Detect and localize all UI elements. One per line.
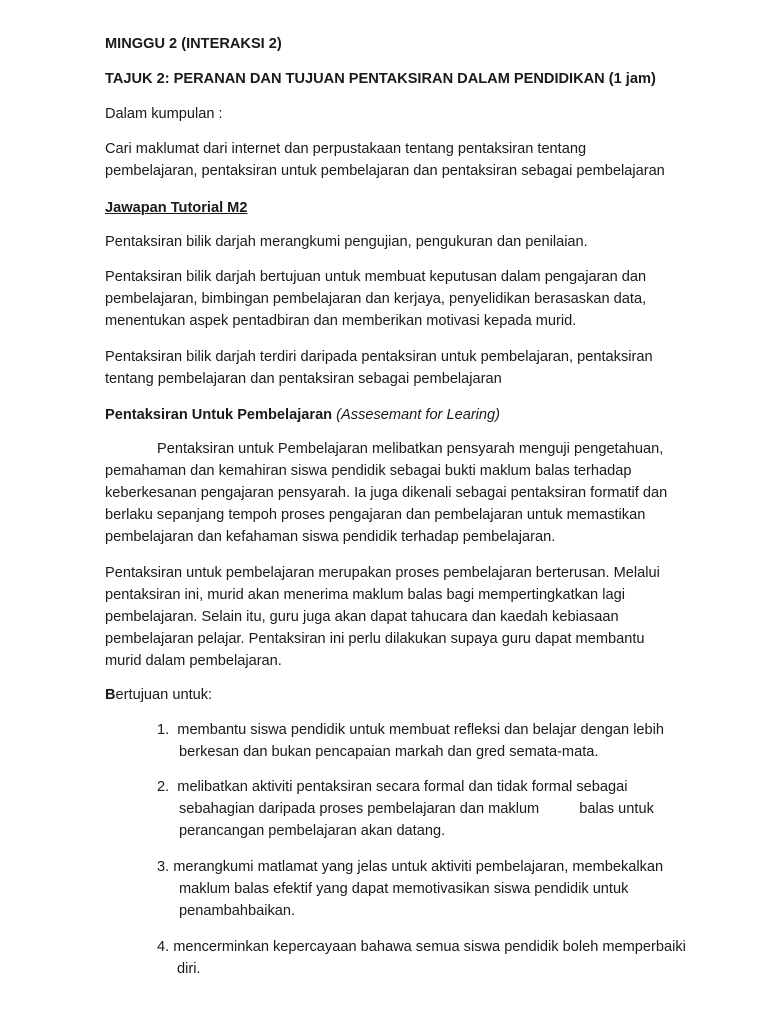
list-item-2-line: perancangan pembelajaran akan datang.	[179, 823, 446, 839]
list-item-1-text: membantu siswa pendidik untuk membuat refleksi dan belajar dengan lebih	[177, 722, 665, 738]
section-p2-line: Pentaksiran untuk pembelajaran merupakan proses pembelajaran berterusan. Melalui	[105, 565, 660, 581]
group-instruction: Dalam kumpulan :	[105, 106, 223, 122]
list-item-3-line	[157, 856, 717, 878]
purpose-rest: ertujuan untuk:	[115, 687, 213, 703]
section-paragraph-1	[105, 438, 715, 548]
section-p1-line: keberkesanan pengajaran pensyarah. Ia juga dikenali sebagai pentaksiran formatif dan	[105, 485, 668, 501]
list-number: 1.	[157, 722, 170, 738]
list-number: 3.	[157, 859, 170, 875]
list-number: 4.	[157, 939, 170, 955]
list-item-2-line	[157, 798, 717, 820]
list-item-2-text: melibatkan aktiviti pentaksiran secara formal dan tidak formal sebagai	[177, 779, 628, 795]
answer-p2-line: menentukan aspek pentadbiran dan memberikan motivasi kepada murid.	[105, 313, 577, 329]
section-p1-line: pemahaman dan kemahiran siswa pendidik sebagai bukti maklum balas terhadap	[105, 463, 632, 479]
list-item-2-text: sebahagian daripada proses pembelajaran dan maklum	[179, 801, 540, 817]
task-line-1: Cari maklumat dari internet dan perpustakaan tentang pentaksiran tentang	[105, 141, 587, 157]
section-p2-line: murid dalam pembelajaran.	[105, 653, 282, 669]
section-p2-line: pembelajaran. Selain itu, guru juga akan dapat tahucara dan kaedah kebiasaan	[105, 609, 619, 625]
task-line-2: pembelajaran, pentaksiran untuk pembelajaran dan pentaksiran sebagai pembelajaran	[105, 163, 665, 179]
list-item-1-line	[157, 719, 717, 741]
list-item-2-tail: balas untuk	[579, 801, 654, 817]
list-item-4-line	[157, 936, 717, 958]
answer-p3-line: Pentaksiran bilik darjah terdiri daripada pentaksiran untuk pembelajaran, pentaksiran	[105, 349, 653, 365]
section-title: Pentaksiran Untuk Pembelajaran	[105, 407, 333, 423]
answer-paragraph-1: Pentaksiran bilik darjah merangkumi pengujian, pengukuran dan penilaian.	[105, 234, 588, 250]
list-item-3	[157, 856, 717, 922]
list-item-4-text: mencerminkan kepercayaan bahawa semua siswa pendidik boleh memperbaiki	[173, 939, 686, 955]
list-item-2-line	[157, 776, 717, 798]
list-item-1-line: berkesan dan bukan pencapaian markah dan gred semata-mata.	[179, 744, 599, 760]
purpose-first-letter: B	[105, 687, 116, 703]
section-heading	[105, 404, 715, 426]
answer-p2-line: pembelajaran, bimbingan pembelajaran dan kerjaya, penyelidikan berasaskan data,	[105, 291, 647, 307]
task-paragraph	[105, 138, 715, 182]
answer-paragraph-2	[105, 266, 715, 332]
answer-p2-line: Pentaksiran bilik darjah bertujuan untuk membuat keputusan dalam pengajaran dan	[105, 269, 647, 285]
week-heading: MINGGU 2 (INTERAKSI 2)	[105, 36, 282, 52]
list-item-3-text: merangkumi matlamat yang jelas untuk aktiviti pembelajaran, membekalkan	[173, 859, 664, 875]
topic-heading: TAJUK 2: PERANAN DAN TUJUAN PENTAKSIRAN DALAM PENDIDIKAN (1 jam)	[105, 71, 656, 87]
section-subtitle: (Assesemant for Learing)	[336, 407, 501, 423]
section-p1-line: berlaku sepanjang tempoh proses pengajaran dan pembelajaran untuk memastikan	[105, 507, 646, 523]
answer-title: Jawapan Tutorial M2	[105, 200, 248, 216]
list-item-3-line: penambahbaikan.	[179, 903, 296, 919]
list-item-1	[157, 719, 717, 763]
list-item-4	[157, 936, 717, 980]
answer-p3-line: tentang pembelajaran dan pentaksiran sebagai pembelajaran	[105, 371, 502, 387]
section-p1-line: Pentaksiran untuk Pembelajaran melibatkan pensyarah menguji pengetahuan,	[157, 441, 664, 457]
section-p2-line: pentaksiran ini, murid akan menerima maklum balas bagi mempertingkatkan lagi	[105, 587, 625, 603]
list-item-2	[157, 776, 717, 842]
answer-paragraph-3	[105, 346, 715, 390]
section-p1-line: pembelajaran dan kefahaman siswa pendidik terhadap pembelajaran.	[105, 529, 556, 545]
list-item-4-line: diri.	[177, 961, 201, 977]
list-number: 2.	[157, 779, 170, 795]
section-paragraph-2	[105, 562, 715, 672]
section-p2-line: pembelajaran pelajar. Pentaksiran ini perlu dilakukan supaya guru dapat membantu	[105, 631, 645, 647]
purpose-heading	[105, 684, 715, 706]
list-item-3-line: maklum balas efektif yang dapat memotivasikan siswa pendidik untuk	[179, 881, 629, 897]
